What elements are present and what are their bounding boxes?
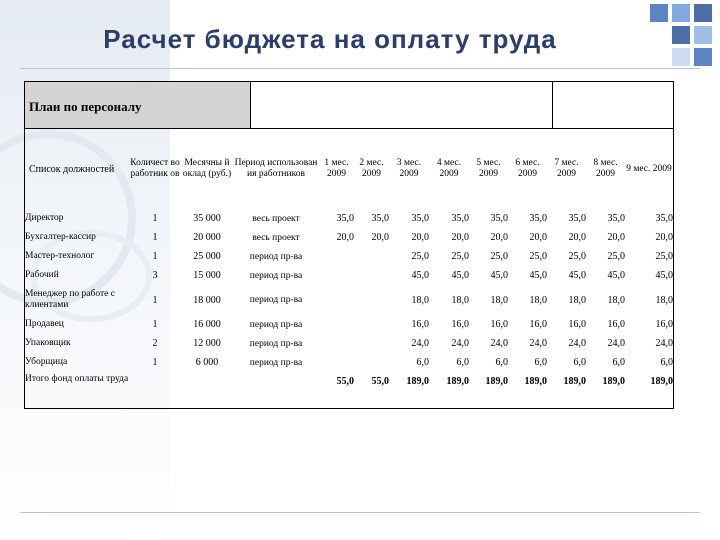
position-name: Продавец xyxy=(25,319,64,329)
usage-period: период пр-ва xyxy=(249,338,303,349)
month-value: 35,0 xyxy=(451,213,469,224)
column-header: 9 мес. 2009 xyxy=(626,163,672,174)
total-month-value: 189,0 xyxy=(563,376,586,387)
bottom-divider xyxy=(20,512,700,513)
column-header: 8 мес. 2009 xyxy=(593,158,618,179)
month-value: 18,0 xyxy=(568,294,586,306)
month-value: 16,0 xyxy=(411,319,429,330)
employee-count: 1 xyxy=(152,251,158,262)
month-value: 35,0 xyxy=(568,213,586,224)
month-value: 20,0 xyxy=(336,232,354,243)
month-value: 18,0 xyxy=(607,294,625,306)
month-value xyxy=(354,285,389,315)
month-value: 18,0 xyxy=(655,294,673,306)
column-header: 4 мес. 2009 xyxy=(436,158,462,179)
table-row xyxy=(25,285,673,315)
month-value xyxy=(319,247,354,266)
month-value: 6,0 xyxy=(456,357,469,368)
position-name: Упаковщик xyxy=(25,338,71,348)
table-row xyxy=(25,247,673,266)
month-value: 20,0 xyxy=(655,232,673,243)
month-value: 6,0 xyxy=(416,357,429,368)
month-value: 25,0 xyxy=(529,251,547,262)
total-month-value: 55,0 xyxy=(371,376,389,387)
month-value: 6,0 xyxy=(495,357,508,368)
column-header: 5 мес. 2009 xyxy=(476,158,501,179)
empty-cell xyxy=(181,372,233,416)
monthly-salary: 25 000 xyxy=(193,251,221,262)
month-value: 24,0 xyxy=(451,338,469,349)
month-value: 35,0 xyxy=(607,213,625,224)
position-name: Бухгалтер-кассир xyxy=(25,232,96,242)
position-name: Менеджер по работе с клиентами xyxy=(25,289,115,310)
table-row xyxy=(25,209,673,228)
total-month-value: 189,0 xyxy=(406,376,429,387)
total-month-value: 189,0 xyxy=(446,376,469,387)
month-value xyxy=(319,266,354,285)
month-value xyxy=(354,247,389,266)
month-value: 35,0 xyxy=(490,213,508,224)
usage-period: период пр-ва xyxy=(249,319,303,330)
column-header: 2 мес. 2009 xyxy=(359,158,384,179)
position-name: Директор xyxy=(25,213,64,223)
month-value: 16,0 xyxy=(607,319,625,330)
month-value: 20,0 xyxy=(371,232,389,243)
month-value: 45,0 xyxy=(655,270,673,281)
employee-count: 1 xyxy=(152,294,158,306)
month-value: 24,0 xyxy=(490,338,508,349)
usage-period: период пр-ва xyxy=(249,251,303,262)
total-month-value: 189,0 xyxy=(602,376,625,387)
monthly-salary: 6 000 xyxy=(195,357,219,368)
table-row xyxy=(25,334,673,353)
employee-count: 1 xyxy=(152,213,158,224)
month-value xyxy=(319,315,354,334)
month-value xyxy=(319,353,354,372)
position-name: Уборщица xyxy=(25,357,68,367)
month-value: 18,0 xyxy=(411,294,429,306)
month-value: 16,0 xyxy=(568,319,586,330)
total-month-value: 189,0 xyxy=(524,376,547,387)
position-name: Мастер-технолог xyxy=(25,251,95,261)
column-header: Период использован ия работников xyxy=(234,158,318,179)
month-value: 45,0 xyxy=(568,270,586,281)
month-value: 24,0 xyxy=(607,338,625,349)
employee-count: 1 xyxy=(152,357,158,368)
month-value: 20,0 xyxy=(451,232,469,243)
top-divider xyxy=(20,68,700,69)
month-value: 35,0 xyxy=(655,213,673,224)
table-row xyxy=(25,315,673,334)
month-value xyxy=(354,334,389,353)
month-value: 6,0 xyxy=(612,357,625,368)
column-header: 7 мес. 2009 xyxy=(554,158,579,179)
month-value: 45,0 xyxy=(607,270,625,281)
column-header: Месячны й оклад (руб.) xyxy=(182,158,232,179)
month-value: 45,0 xyxy=(451,270,469,281)
month-value: 25,0 xyxy=(490,251,508,262)
table-header-row xyxy=(25,129,673,209)
empty-cell xyxy=(129,372,181,416)
month-value: 20,0 xyxy=(568,232,586,243)
month-value xyxy=(319,285,354,315)
month-value: 6,0 xyxy=(660,357,673,368)
column-header: Количест во работник ов xyxy=(130,158,180,179)
usage-period: весь проект xyxy=(252,232,300,243)
month-value: 35,0 xyxy=(371,213,389,224)
month-value: 35,0 xyxy=(336,213,354,224)
table-row xyxy=(25,228,673,247)
usage-period: период пр-ва xyxy=(249,295,303,305)
plan-header-vline xyxy=(552,82,553,128)
usage-period: период пр-ва xyxy=(249,357,303,368)
monthly-salary: 12 000 xyxy=(193,338,221,349)
budget-table xyxy=(25,129,673,416)
month-value: 25,0 xyxy=(607,251,625,262)
column-header: Список должностей xyxy=(29,163,115,175)
month-value: 16,0 xyxy=(490,319,508,330)
usage-period: весь проект xyxy=(252,213,300,224)
month-value xyxy=(319,334,354,353)
month-value: 25,0 xyxy=(411,251,429,262)
month-value: 20,0 xyxy=(411,232,429,243)
total-month-value: 55,0 xyxy=(336,376,354,387)
month-value: 20,0 xyxy=(529,232,547,243)
monthly-salary: 18 000 xyxy=(193,294,221,306)
month-value: 18,0 xyxy=(451,294,469,306)
monthly-salary: 16 000 xyxy=(193,319,221,330)
column-header: 1 мес. 2009 xyxy=(324,158,349,179)
month-value xyxy=(354,353,389,372)
month-value: 6,0 xyxy=(573,357,586,368)
monthly-salary: 15 000 xyxy=(193,270,221,281)
month-value: 45,0 xyxy=(411,270,429,281)
month-value: 45,0 xyxy=(529,270,547,281)
month-value: 24,0 xyxy=(411,338,429,349)
month-value: 18,0 xyxy=(490,294,508,306)
usage-period: период пр-ва xyxy=(249,270,303,281)
total-month-value: 189,0 xyxy=(485,376,508,387)
total-label: Итого фонд оплаты труда xyxy=(25,374,129,384)
table-row xyxy=(25,266,673,285)
employee-count: 1 xyxy=(152,319,158,330)
month-value: 20,0 xyxy=(490,232,508,243)
employee-count: 2 xyxy=(152,338,158,349)
month-value: 45,0 xyxy=(490,270,508,281)
month-value: 16,0 xyxy=(451,319,469,330)
month-value: 24,0 xyxy=(568,338,586,349)
plan-header-cell xyxy=(25,82,251,128)
month-value: 25,0 xyxy=(568,251,586,262)
month-value: 20,0 xyxy=(607,232,625,243)
monthly-salary: 20 000 xyxy=(193,232,221,243)
table-row xyxy=(25,353,673,372)
monthly-salary: 35 000 xyxy=(193,213,221,224)
month-value: 18,0 xyxy=(529,294,547,306)
total-month-value: 189,0 xyxy=(650,376,673,387)
month-value: 6,0 xyxy=(534,357,547,368)
empty-cell xyxy=(233,372,319,416)
month-value: 35,0 xyxy=(411,213,429,224)
month-value: 16,0 xyxy=(655,319,673,330)
column-header: 3 мес. 2009 xyxy=(396,158,422,179)
page-title: Расчет бюджета на оплату труда xyxy=(103,24,557,54)
employee-count: 3 xyxy=(152,270,158,281)
month-value: 25,0 xyxy=(451,251,469,262)
month-value: 24,0 xyxy=(529,338,547,349)
month-value: 25,0 xyxy=(655,251,673,262)
column-header: 6 мес. 2009 xyxy=(515,158,540,179)
total-row xyxy=(25,372,673,416)
plan-header-label: План по персоналу xyxy=(29,99,142,114)
month-value: 24,0 xyxy=(655,338,673,349)
employee-count: 1 xyxy=(152,232,158,243)
month-value xyxy=(354,266,389,285)
month-value: 16,0 xyxy=(529,319,547,330)
position-name: Рабочий xyxy=(25,270,59,280)
month-value xyxy=(354,315,389,334)
month-value: 35,0 xyxy=(529,213,547,224)
